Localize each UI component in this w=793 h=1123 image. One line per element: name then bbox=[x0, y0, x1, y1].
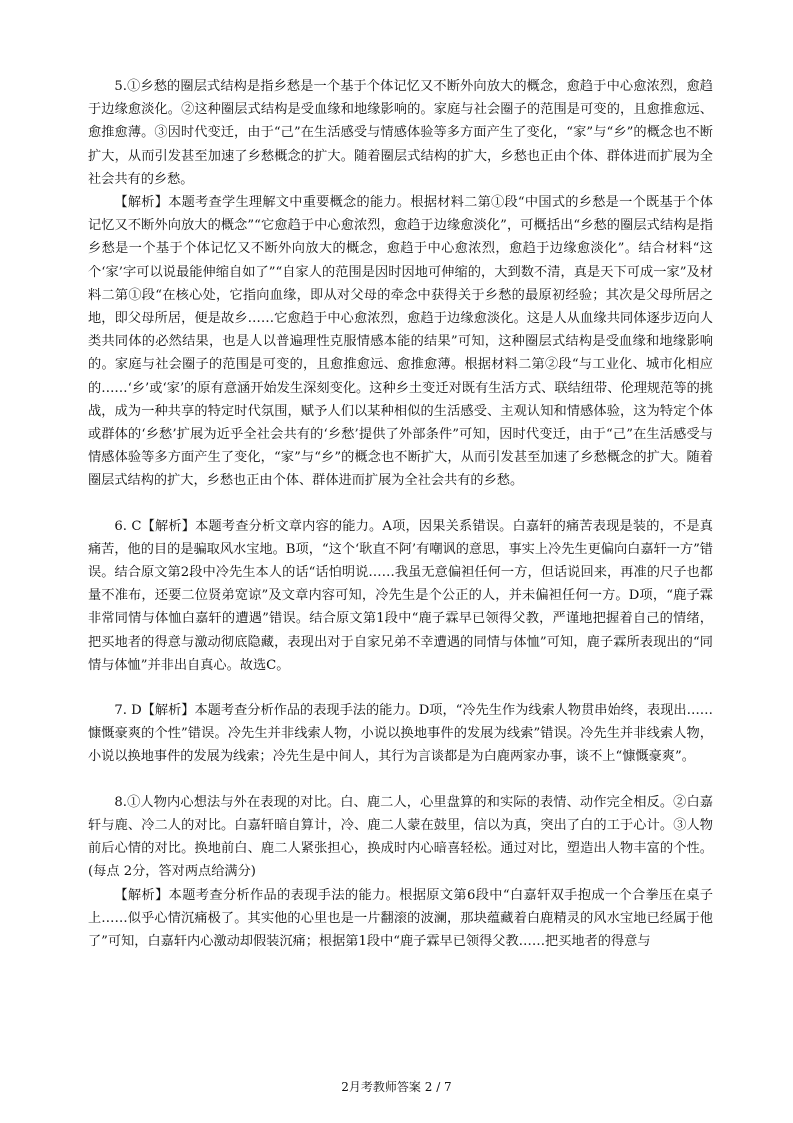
paragraph-spacer bbox=[88, 677, 713, 699]
q5-analysis-paragraph: 【解析】本题考查学生理解文中重要概念的能力。根据材料二第①段“中国式的乡愁是一个既基于个体记忆又不断外向放大的概念”“它愈趋于中心愈浓烈，愈趋于边缘愈淡化”，可概括出“乡愁的圈层式结构是指乡愁是一个基于个体记忆又不断外向放大的概念，愈趋于中心愈浓烈，愈趋于边缘愈淡化”。结合材料“这个‘家’字可以说最能伸缩自如了”“自家人的范围是因时因地可伸缩的，大到数不清，真是天下可成一家”及材料二第①段“在核心处，它指向血缘，即从对父母的牵念中获得关于乡愁的最原初经验；其次是父母所居之地，即父母所居，便是故乡……它愈趋于中心愈浓烈，愈趋于边缘愈淡化。这是人从血缘共同体逐步迈向人类共同体的必然结果，也是人以普遍理性克服情感本能的结果”可知，这种圈层式结构是受血缘和地缘影响的。家庭与社会圈子的范围是可变的，且愈推愈远、愈推愈薄。根据材料二第②段“与工业化、城市化相应的……‘乡’或‘家’的原有意涵开始发生深刻变化。这种乡土变迁对既有生活方式、联结纽带、伦理规范等的挑战，成为一种共享的特定时代氛围，赋予人们以某种相似的生活感受、主观认知和情感体验，这为特定个体或群体的‘乡愁’扩展为近乎全社会共有的‘乡愁’提供了外部条件”可知，因时代变迁，由于“己”在生活感受与情感体验等多方面产生了变化，“家”与“乡”的概念也不断扩大，从而引发甚至加速了乡愁概念的扩大。随着圈层式结构的扩大，乡愁也正由个体、群体进而扩展为全社会共有的乡愁。 bbox=[88, 195, 713, 489]
q8-analysis-paragraph: 【解析】本题考查分析作品的表现手法的能力。根据原文第6段中“白嘉轩双手抱成一个合拳压在桌子上……似乎心情沉痛极了。其实他的心里也是一片翻滚的波澜，那块蕴藏着白鹿精灵的风水宝地已经属于他了”可知，白嘉轩内心激动却假装沉痛；根据第1段中“鹿子霖早已领得父教……把买地者的得意与 bbox=[88, 887, 713, 949]
q6-paragraph: 6. C【解析】本题考查分析文章内容的能力。A项，因果关系错误。白嘉轩的痛苦表现是装的，不是真痛苦，他的目的是骗取风水宝地。B项，“这个‘耿直不阿’有嘲讽的意思，事实上冷先生更偏向白嘉轩一方”错误。结合原文第2段中冷先生本人的话“话怕明说……我虽无意偏袒任何一方，但话说回来，再准的尺子也都量不准布，还要二位贤弟宽谅”及文章内容可知，冷先生是个公正的人，并未偏袒任何一方。D项，“鹿子霖非常同情与体恤白嘉轩的遭遇”错误。结合原文第1段中“鹿子霖早已领得父教，严谨地把握着自己的情绪，把买地者的得意与激动彻底隐藏，表现出对于自家兄弟不幸遭遇的同情与体恤”可知，鹿子霖所表现出的“同情与体恤”并非出自真心。故选C。 bbox=[88, 518, 713, 673]
page-footer: 2月考教师答案 2 / 7 bbox=[341, 1080, 452, 1094]
answer-body bbox=[88, 75, 713, 953]
paragraph-spacer bbox=[88, 769, 713, 791]
q8-answer-paragraph: 8.①人物内心想法与外在表现的对比。白、鹿二人，心里盘算的和实际的表情、动作完全相反。②白嘉轩与鹿、冷二人的对比。白嘉轩暗自算计，冷、鹿二人蒙在鼓里，信以为真，突出了白的工于心计。③人物前后心情的对比。换地前白、鹿二人紧张担心，换成时内心暗喜轻松。通过对比，塑造出人物丰富的个性。(每点 2分，答对两点给满分) bbox=[88, 794, 713, 880]
paragraph-spacer bbox=[88, 493, 713, 515]
q5-answer-paragraph: 5.①乡愁的圈层式结构是指乡愁是一个基于个体记忆又不断外向放大的概念，愈趋于中心愈浓烈，愈趋于边缘愈淡化。②这种圈层式结构是受血缘和地缘影响的。家庭与社会圈子的范围是可变的，且愈推愈远、愈推愈薄。③因时代变迁，由于“己”在生活感受与情感体验等多方面产生了变化，“家”与“乡”的概念也不断扩大，从而引发甚至加速了乡愁概念的扩大。随着圈层式结构的扩大，乡愁也正由个体、群体进而扩展为全社会共有的乡愁。 bbox=[88, 79, 713, 187]
q7-paragraph: 7. D【解析】本题考查分析作品的表现手法的能力。D项，“冷先生作为线索人物贯串始终，表现出……慷慨豪爽的个性”错误。冷先生并非线索人物，小说以换地事件的发展为线索”错误。冷先生并非线索人物，小说以换地事件的发展为线索；冷先生是中间人，其行为言谈都是为白鹿两家办事，谈不上“慷慨豪爽”。 bbox=[88, 703, 713, 765]
